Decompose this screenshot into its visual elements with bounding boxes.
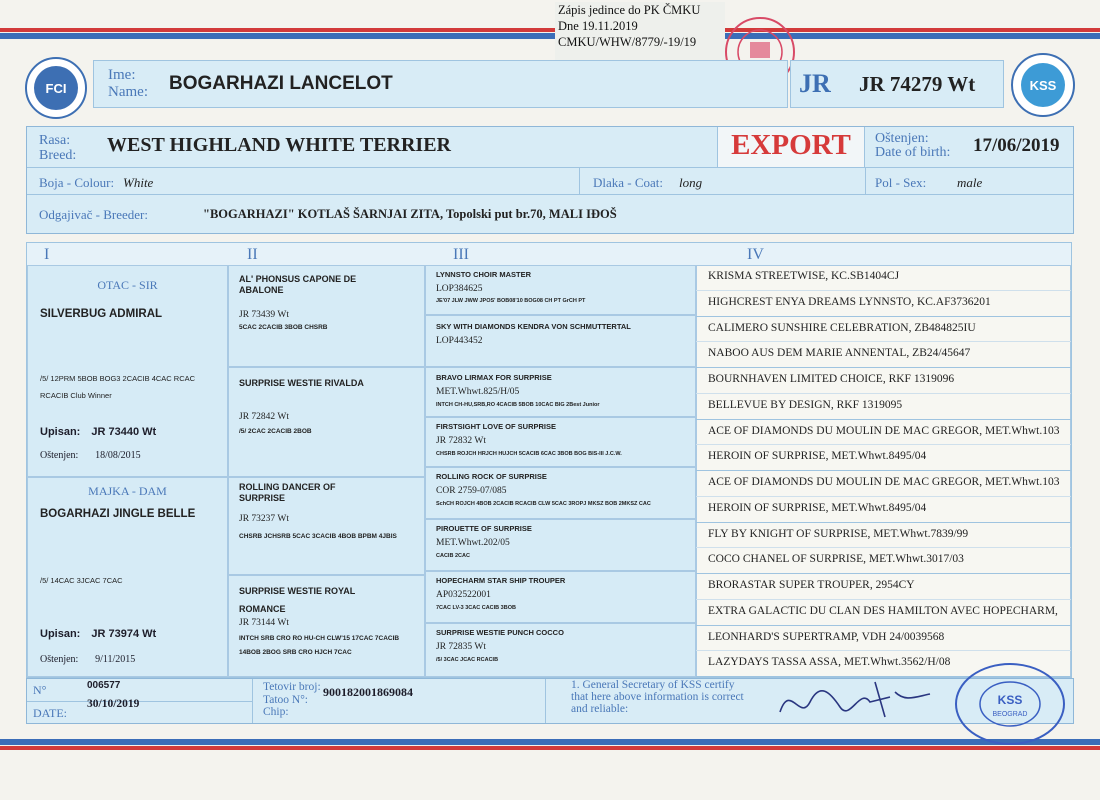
top-blue-stripe [0,33,1100,39]
signature-icon [770,672,940,732]
gen3-reg: COR 2759-07/085 [436,486,507,496]
gen3-reg: MET.Whwt.825/H/05 [436,387,520,397]
svg-text:KSS: KSS [1029,78,1057,93]
gen2-titles: CHSRB JCHSRB 5CAC 3CACIB 4BOB BPBM 4JBIS [239,533,397,540]
svg-text:FCI: FCI [45,81,67,96]
gen4-ancestor: FLY BY KNIGHT OF SURPRISE, MET.Whwt.7839/99 [708,527,969,540]
jr-number: JR 74279 Wt [859,72,976,96]
certify-line-1: 1. General Secretary of KSS certify [571,679,735,691]
name-panel [93,60,788,108]
gen3-reg: JR 72832 Wt [436,436,486,446]
dob-label-2: Date of birth: [875,145,951,160]
gen3-reg: AP032522001 [436,590,491,600]
gen2-cell [228,477,425,575]
gen3-name: LYNNSTO CHOIR MASTER [436,270,532,279]
gen4-ancestor: BOURNHAVEN LIMITED CHOICE, RKF 1319096 [708,373,955,385]
gen3-cell [425,623,696,677]
gen3-name: FIRSTSIGHT LOVE OF SURPRISE [436,422,557,431]
gen3-name: ROLLING ROCK OF SURPRISE [436,472,547,481]
gen3-reg: LOP443452 [436,336,483,346]
gen3-titles: SchCH ROJCH 4BOB 2CACIB RCACIB CLW 5CAC 3ROPJ MKSZ BOB 2MKSZ CAC [436,501,651,507]
date-label: DATE: [33,706,67,720]
gen2-reg: JR 72842 Wt [239,412,289,422]
stamp-line-1: Zápis jedince do PK ČMKU [558,3,701,17]
sire-reg-value: JR 73440 Wt [91,426,157,438]
bottom-red-stripe [0,746,1100,750]
gen4-ancestor: BRORASTAR SUPER TROUPER, 2954CY [708,579,915,591]
sire-born-value: 18/08/2015 [95,450,141,461]
col-header-iii: III [453,246,469,263]
gen4-ancestor: LEONHARD'S SUPERTRAMP, VDH 24/0039568 [708,630,945,643]
gen3-titles: CHSRB ROJCH HRJCH HUJCH 5CACIB 6CAC 3BOB BOG BIS-III J.C.W. [436,451,622,457]
col-header-iv: IV [747,246,764,263]
name-label-2: Name: [108,84,148,100]
gen2-name: SURPRISE WESTIE RIVALDA [239,378,364,388]
gen3-cell [425,367,696,417]
gen2-name: ROLLING DANCER OF SURPRISE [239,482,336,503]
certify-line-3: and reliable: [571,703,629,715]
gen2-titles: /5/ 2CAC 2CACIB 2BOB [239,428,312,435]
gen3-titles: INTCH CH-HU,SRB,RO 4CACIB 5BOB 10CAC BIG 2Best Junior [436,402,600,408]
breeder-value: "BOGARHAZI" KOTLAŠ ŠARNJAI ZITA, Topolski put br.70, MALI IĐOŠ [203,207,617,221]
kss-logo-icon [1010,52,1076,118]
tattoo-label-3: Chip: [263,706,289,718]
gen3-cell [425,417,696,467]
gen4-ancestor: ACE OF DIAMONDS DU MOULIN DE MAC GREGOR, MET.Whwt.103 [708,476,1060,488]
certify-line-2: that here above information is correct [571,691,744,703]
gen3-name: PIROUETTE OF SURPRISE [436,524,532,533]
sex-label: Pol - Sex: [875,175,927,190]
sex-value: male [957,175,983,190]
name-label-1: Ime: [108,67,136,83]
export-box [717,127,865,167]
gen2-name: SURPRISE WESTIE ROYAL ROMANCE [239,586,356,614]
jr-label: JR [799,69,831,98]
details-panel [26,126,1074,234]
sire-name: SILVERBUG ADMIRAL [40,308,163,320]
colour-value: White [123,175,154,190]
gen4-ancestor: BELLEVUE BY DESIGN, RKF 1319095 [708,398,903,411]
gen4-ancestor: EXTRA GALACTIC DU CLAN DES HAMILTON AVEC HOPECHARM, [708,604,1058,617]
gen3-reg: LOP384625 [436,284,483,294]
gen3-reg: MET.Whwt.202/05 [436,538,510,548]
sire-cell [27,265,228,477]
bottom-blue-stripe [0,739,1100,745]
breeder-label: Odgajivač - Breeder: [39,207,149,222]
gen3-name: SURPRISE WESTIE PUNCH COCCO [436,628,564,637]
pedigree-header-row [27,243,1071,266]
svg-text:BEOGRAD: BEOGRAD [992,711,1028,718]
svg-text:KSS: KSS [997,693,1023,707]
gen3-cell [425,315,696,367]
stamp-line-2: Dne 19.11.2019 [558,19,638,33]
breed-label-2: Breed: [39,148,77,163]
sire-label: OTAC - SIR [97,278,158,292]
no-label: N° [33,683,47,697]
dam-titles: /5/ 14CAC 3JCAC 7CAC [40,576,123,585]
dog-name: BOGARHAZI LANCELOT [169,73,393,94]
gen4-ancestor: LAZYDAYS TASSA ASSA, MET.Whwt.3562/H/08 [708,656,951,669]
dob-label-1: Oštenjen: [875,131,929,146]
kss-seal-icon [952,660,1068,748]
breed-label-1: Rasa: [39,133,71,148]
gen4-ancestor: ACE OF DIAMONDS DU MOULIN DE MAC GREGOR, MET.Whwt.103 [708,424,1060,437]
no-value: 006577 [87,680,121,691]
gen4-ancestor: NABOO AUS DEM MARIE ANNENTAL, ZB24/45647 [708,347,971,360]
sire-reg-label: Upisan: [40,426,81,438]
fci-logo-icon [24,56,88,120]
gen3-name: SKY WITH DIAMONDS KENDRA VON SCHMUTTERTAL [436,322,631,331]
gen4-ancestor: KRISMA STREETWISE, KC.SB1404CJ [708,270,900,282]
gen4-ancestor: HEROIN OF SURPRISE, MET.Whwt.8495/04 [708,501,927,514]
gen3-cell [425,571,696,623]
dam-label: MAJKA - DAM [88,484,167,498]
gen3-titles: CACIB 2CAC [436,553,470,559]
stamp-line-3: CMKU/WHW/8779/-19/19 [558,35,697,49]
coat-value: long [679,175,703,190]
top-red-stripe [0,28,1100,32]
gen2-titles: INTCH SRB CRO RO HU-CH CLW'15 17CAC 7CACIB 14BOB 2BOG SRB CRO HJCH 7CAC [239,635,400,656]
dam-reg-value: JR 73974 Wt [91,628,157,640]
gen2-titles: 5CAC 2CACIB 3BOB CHSRB [239,324,328,331]
gen3-name: HOPECHARM STAR SHIP TROUPER [436,576,566,585]
tattoo-label-1: Tetovir broj: [263,681,321,693]
registration-stamp-note [555,2,725,62]
dam-born-label: Oštenjen: [40,654,79,665]
coat-label: Dlaka - Coat: [593,175,664,190]
tattoo-label-2: Tatoo N°: [263,693,308,706]
gen4-ancestor: HIGHCREST ENYA DREAMS LYNNSTO, KC.AF3736201 [708,295,991,308]
gen3-cell [425,265,696,315]
gen2-name: AL' PHONSUS CAPONE DE ABALONE [239,274,357,295]
gen2-reg: JR 73439 Wt [239,310,289,320]
jr-panel [790,60,1004,108]
gen2-reg: JR 73144 Wt [239,618,289,628]
dam-born-value: 9/11/2015 [95,654,136,665]
gen2-cell [228,575,425,677]
gen2-cell [228,367,425,477]
gen3-titles: 7CAC LV-3 3CAC CACIB 3BOB [436,605,516,611]
gen3-titles: /5/ 3CAC JCAC RCACIB [436,657,499,663]
chip-value: 900182001869084 [323,685,413,699]
gen3-titles: JE'07 JLW JWW JPOS' BOB08'10 BOG08 CH PT GrCH PT [436,298,586,304]
col-header-ii: II [247,246,258,263]
gen3-cell [425,519,696,571]
gen4-ancestor: CALIMERO SUNSHIRE CELEBRATION, ZB484825IU [708,321,976,334]
gen2-reg: JR 73237 Wt [239,514,289,524]
dob-value: 17/06/2019 [973,135,1060,156]
gen3-reg: JR 72835 Wt [436,642,486,652]
dam-reg-label: Upisan: [40,628,81,640]
breed-value: WEST HIGHLAND WHITE TERRIER [107,134,451,156]
sire-born-label: Oštenjen: [40,450,79,461]
date-value: 30/10/2019 [87,698,140,710]
dam-name: BOGARHAZI JINGLE BELLE [40,508,196,520]
export-label: EXPORT [731,129,851,161]
sire-titles: /5/ 12PRM 5BOB BOG3 2CACIB 4CAC RCAC RCACIB Club Winner [40,374,196,400]
gen2-cell [228,265,425,367]
gen3-name: BRAVO LIRMAX FOR SURPRISE [436,373,552,382]
gen3-cell [425,467,696,519]
dam-cell [27,477,228,677]
gen4-ancestor: COCO CHANEL OF SURPRISE, MET.Whwt.3017/03 [708,553,964,566]
colour-label: Boja - Colour: [39,175,115,190]
gen4-ancestor: HEROIN OF SURPRISE, MET.Whwt.8495/04 [708,450,927,463]
col-header-i: I [44,246,50,263]
